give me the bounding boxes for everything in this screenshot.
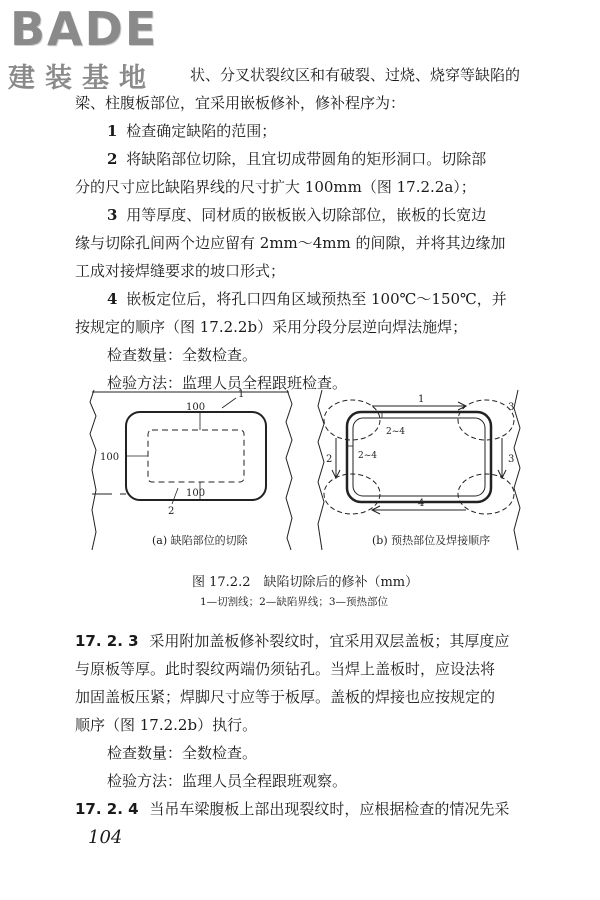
step-number: 4: [107, 290, 118, 308]
section-17-2-3-line: [75, 627, 509, 655]
dim-top: 100: [186, 402, 206, 413]
figure-legend: 1—切割线；2—缺陷界线；3—预热部位: [200, 596, 389, 608]
gap-label-left: 2~4: [358, 451, 377, 461]
leader-1: [222, 398, 236, 408]
step-text: 检查确定缺陷的范围；: [126, 122, 277, 140]
gap-label-top: 2~4: [386, 427, 405, 437]
break-line-right: [286, 390, 292, 550]
preheat-zone: [324, 474, 380, 514]
step-3: [107, 201, 486, 229]
figure-drawing: [82, 382, 522, 552]
preheat-zone: [458, 474, 514, 514]
figure-title: 图 17.2.2 缺陷切除后的修补（mm）: [192, 575, 419, 590]
body-line: 分的尺寸应比缺陷界线的尺寸扩大 100mm（图 17.2.2a）；: [75, 178, 476, 196]
section-number: 17. 2. 3: [75, 632, 139, 650]
figure-b: [318, 390, 520, 550]
figure-a-caption: (a) 缺陷部位的切除: [152, 534, 248, 547]
preheat-zone: [324, 400, 380, 440]
logo: [6, 2, 196, 94]
label-2: 2: [168, 506, 175, 517]
dim-bottom: 100: [186, 488, 206, 499]
label-1: 1: [418, 394, 425, 405]
break-line-right: [514, 390, 520, 550]
body-line: 状、分叉状裂纹区和有破裂、过烧、烧穿等缺陷的: [190, 66, 521, 84]
body-line: 加固盖板压紧；焊脚尺寸应等于板厚。盖板的焊接也应按规定的: [75, 688, 496, 706]
label-4: 4: [418, 498, 425, 509]
check-quantity: 检查数量：全数检查。: [107, 744, 258, 762]
logo-subtitle: 建装基地: [8, 63, 156, 94]
step-number: 1: [107, 122, 118, 140]
dim-left: 100: [100, 452, 120, 463]
break-line-left: [90, 390, 96, 550]
check-method: 检验方法：监理人员全程跟班检查。: [107, 374, 348, 392]
figure-a: [90, 389, 292, 550]
check-quantity: 检查数量：全数检查。: [107, 346, 258, 364]
section-17-2-4-line: [75, 795, 509, 823]
figure-17-2-2: [82, 382, 522, 556]
figure-b-caption: (b) 预热部位及焊接顺序: [372, 534, 491, 547]
body-line: 顺序（图 17.2.2b）执行。: [75, 716, 258, 734]
logo-wordmark: BADE: [10, 2, 159, 56]
step-number: 3: [107, 206, 118, 224]
body-line: 按规定的顺序（图 17.2.2b）采用分段分层逆向焊法施焊；: [75, 318, 468, 336]
step-2: [107, 145, 486, 173]
body-line: 工成对接焊缝要求的坡口形式；: [75, 262, 286, 280]
label-2: 2: [326, 454, 333, 465]
body-line: 与原板等厚。此时裂纹两端仍须钻孔。当焊上盖板时，应设法将: [75, 660, 496, 678]
label-1: 1: [238, 389, 245, 400]
leader-2: [172, 488, 178, 504]
label-3: 3: [508, 454, 515, 465]
step-1: [107, 117, 276, 145]
defect-boundary: [148, 430, 244, 482]
step-number: 2: [107, 150, 118, 168]
label-3-preheat: 3: [508, 402, 515, 413]
body-line: 缘与切除孔间两个边应留有 2mm～4mm 的间隙，并将其边缘加: [75, 234, 506, 252]
step-4: [107, 285, 507, 313]
step-text: 将缺陷部位切除，且宜切成带圆角的矩形洞口。切除部: [126, 150, 487, 168]
step-text: 嵌板定位后，将孔口四角区域预热至 100℃～150℃，并: [126, 290, 507, 308]
section-number: 17. 2. 4: [75, 800, 139, 818]
section-text: 当吊车梁腹板上部出现裂纹时，应根据检查的情况先采: [149, 800, 510, 818]
step-text: 用等厚度、同材质的嵌板嵌入切除部位，嵌板的长宽边: [126, 206, 487, 224]
check-method: 检验方法：监理人员全程跟班观察。: [107, 772, 348, 790]
page-number: 104: [88, 827, 123, 848]
section-text: 采用附加盖板修补裂纹时，宜采用双层盖板；其厚度应: [149, 632, 510, 650]
body-line: 梁、柱腹板部位，宜采用嵌板修补，修补程序为：: [75, 94, 406, 112]
break-line-left: [318, 390, 324, 550]
